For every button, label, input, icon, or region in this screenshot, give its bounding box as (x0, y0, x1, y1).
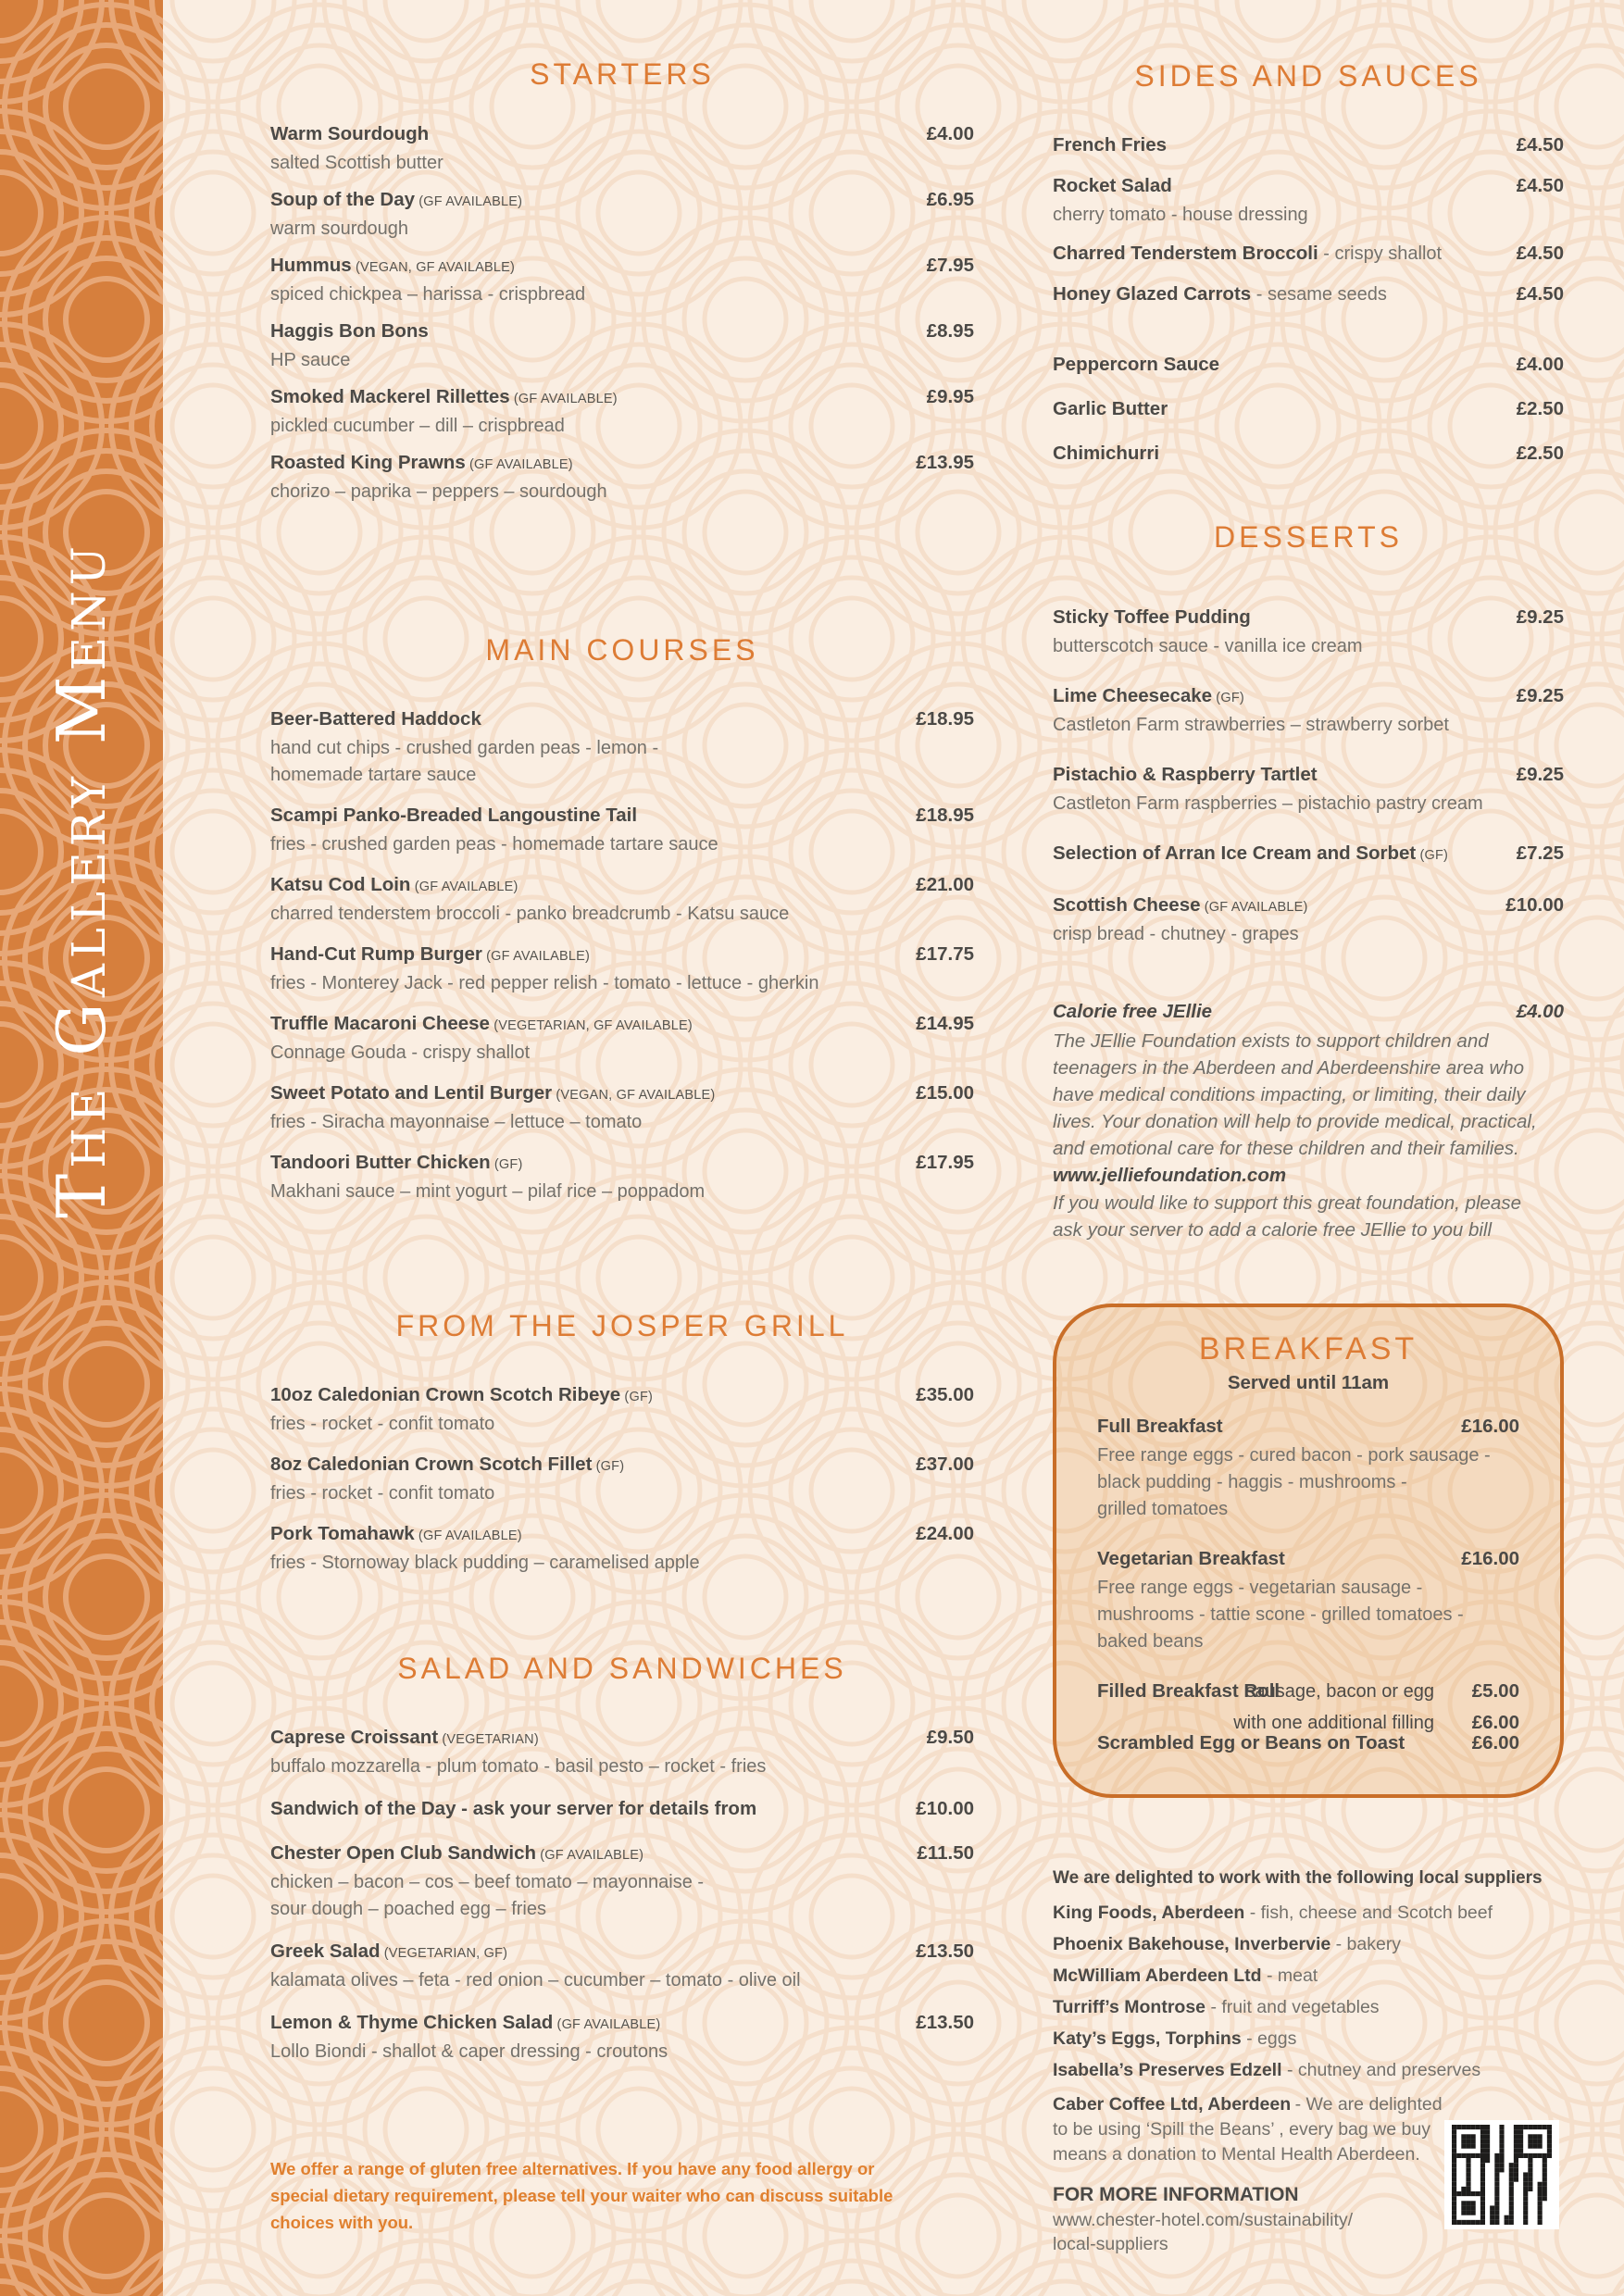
menu-item (1097, 1545, 1519, 1655)
item-price: £9.50 (926, 1727, 974, 1748)
menu-item (270, 1840, 974, 1923)
suppliers-list (1053, 1898, 1571, 2087)
item-name: Tandoori Butter Chicken (270, 1152, 491, 1173)
menu-item (270, 1381, 974, 1438)
item-name: Pistachio & Raspberry Tartlet (1053, 764, 1318, 785)
item-price: £17.75 (916, 943, 974, 965)
qr-code-image (1452, 2125, 1552, 2225)
more-info-url: www.chester-hotel.com/sustainability/ (1053, 2210, 1354, 2230)
menu-item-row (1053, 1898, 1571, 1929)
text-line: choices with you. (270, 2213, 414, 2232)
dietary-tag: (GF AVAILABLE) (1200, 900, 1308, 915)
item-description: sour dough – poached egg – fries (270, 1899, 546, 1919)
text-line: The JEllie Foundation exists to support children and (1053, 1030, 1489, 1052)
menu-item-row (1053, 1961, 1571, 1992)
item-name: Haggis Bon Bons (270, 320, 429, 342)
menu-item-row (270, 705, 974, 735)
menu-item (270, 1149, 974, 1205)
menu-item-row (270, 1724, 974, 1753)
menu-item (1053, 131, 1564, 161)
item-description: Castleton Farm raspberries – pistachio pastry cream (1053, 793, 1483, 814)
item-price: £9.25 (1516, 606, 1564, 628)
item-description: HP sauce (270, 350, 351, 370)
item-inline-description: - fish, cheese and Scotch beef (1244, 1903, 1493, 1923)
section-salads-sandwiches (270, 1650, 974, 2080)
breakfast-hours: Served until 11am (1227, 1372, 1390, 1393)
item-name: Chester Open Club Sandwich (270, 1842, 537, 1864)
menu-item-scrambled (1097, 1729, 1519, 1759)
section-heading-starters: STARTERS (530, 57, 715, 91)
supplier-description: to be using ‘Spill the Beans’ , every bag we buy (1053, 2119, 1430, 2140)
menu-item (1053, 1929, 1571, 1961)
text-line: We offer a range of gluten free alternatives. If you have any food allergy or (270, 2159, 875, 2178)
menu-item-row (270, 871, 974, 901)
menu-item-row (1053, 604, 1564, 633)
item-description: crisp bread - chutney - grapes (1053, 924, 1299, 944)
item-description: Makhani sauce – mint yogurt – pilaf rice – poppadom (270, 1181, 706, 1202)
menu-item-row (270, 449, 974, 479)
item-description: fries - crushed garden peas - homemade tartare sauce (270, 834, 718, 855)
item-name: McWilliam Aberdeen Ltd (1053, 1965, 1262, 1986)
menu-item-row (1053, 281, 1564, 310)
dietary-tag: (VEGETARIAN) (438, 1732, 539, 1747)
menu-item (1053, 682, 1564, 739)
menu-item (1053, 395, 1564, 425)
item-name: Phoenix Bakehouse, Inverbervie (1053, 1934, 1331, 1954)
item-description: warm sourdough (270, 218, 408, 239)
item-price: £13.50 (916, 2012, 974, 2033)
item-price: £9.95 (926, 386, 974, 407)
item-price: £2.50 (1516, 443, 1564, 464)
text-line: special dietary requirement, please tell your waiter who can discuss suitable (270, 2186, 893, 2205)
item-name: Charred Tenderstem Broccoli (1053, 243, 1318, 264)
josper-grill-items (270, 1381, 974, 1577)
menu-item-row (1053, 840, 1564, 869)
menu-item-row (1053, 395, 1564, 425)
menu-item-row (1097, 1545, 1519, 1575)
item-name: Lime Cheesecake (1053, 685, 1213, 706)
menu-item (1053, 761, 1564, 817)
menu-item (1053, 1961, 1571, 1992)
menu-item (270, 449, 974, 505)
allergy-notice (270, 2155, 993, 2236)
item-price: £10.00 (1505, 894, 1564, 916)
dietary-tag: (GF AVAILABLE) (415, 194, 523, 209)
menu-item-row (270, 1520, 974, 1550)
section-starters (270, 56, 974, 515)
item-price: £11.50 (917, 1842, 974, 1864)
menu-item-row (1053, 440, 1564, 469)
menu-item (1053, 172, 1564, 229)
supplier-description: means a donation to Mental Health Aberdeen. (1053, 2144, 1420, 2165)
menu-item-row (1053, 240, 1564, 269)
menu-item (1053, 1898, 1571, 1929)
item-name: Sweet Potato and Lentil Burger (270, 1082, 553, 1104)
item-price: £6.00 (1471, 1712, 1519, 1733)
menu-title-vertical: The Gallery Menu (43, 541, 120, 1218)
starters-items (270, 120, 974, 505)
item-name: Garlic Butter (1053, 398, 1168, 419)
menu-item (1053, 281, 1564, 310)
item-inline-description: - chutney and preserves (1281, 2060, 1481, 2080)
roll-option-1: sausage, bacon or egg (1245, 1681, 1434, 1702)
item-name: 10oz Caledonian Crown Scotch Ribeye (270, 1384, 621, 1405)
menu-item-row (270, 1149, 974, 1179)
item-name: Rocket Salad (1053, 175, 1172, 196)
menu-item-row (270, 1010, 974, 1040)
dietary-tag: (GF AVAILABLE) (481, 949, 590, 964)
item-name: Warm Sourdough (270, 123, 430, 144)
item-description: homemade tartare sauce (270, 765, 477, 785)
menu-item-row (270, 1795, 974, 1825)
menu-item (1097, 1413, 1519, 1523)
section-heading-breakfast: BREAKFAST (1198, 1331, 1418, 1366)
item-name: Hand-Cut Rump Burger (270, 943, 482, 965)
item-description: cherry tomato - house dressing (1053, 205, 1308, 225)
item-description: Castleton Farm strawberries – strawberry sorbet (1053, 715, 1449, 735)
item-name: Beer-Battered Haddock (270, 708, 481, 730)
menu-item-row (1053, 131, 1564, 161)
item-price: £18.95 (916, 805, 974, 826)
dietary-tag: (GF AVAILABLE) (509, 392, 618, 406)
item-price: £16.00 (1461, 1548, 1519, 1569)
section-josper-grill (270, 1307, 974, 1590)
item-price: £13.95 (916, 452, 974, 473)
menu-item-row (1053, 1929, 1571, 1961)
item-price: £4.00 (1516, 1001, 1564, 1022)
item-name: Smoked Mackerel Rillettes (270, 386, 510, 407)
item-name: Greek Salad (270, 1940, 381, 1962)
dietary-tag: (GF AVAILABLE) (414, 1529, 522, 1543)
item-price: £5.00 (1471, 1680, 1519, 1702)
dietary-tag: (GF AVAILABLE) (410, 880, 518, 894)
menu-item-row (1053, 682, 1564, 712)
breakfast-box (1053, 1304, 1564, 1798)
menu-item (270, 2009, 974, 2065)
item-description: Lollo Biondi - shallot & caper dressing - croutons (270, 2041, 668, 2062)
section-heading-desserts: DESSERTS (1214, 520, 1403, 554)
item-price: £4.00 (1516, 354, 1564, 375)
dietary-tag: (GF AVAILABLE) (536, 1848, 644, 1863)
menu-item-row (270, 318, 974, 347)
item-description: fries - rocket - confit tomato (270, 1414, 495, 1434)
dietary-tag: (GF) (490, 1157, 523, 1172)
sides-items (1053, 131, 1564, 310)
menu-item (1053, 840, 1564, 869)
item-description: Free range eggs - vegetarian sausage - (1097, 1578, 1423, 1598)
menu-item-row (1053, 2024, 1571, 2055)
item-name: Sandwich of the Day - ask your server for details from (270, 1798, 757, 1819)
item-name: Calorie free JEllie (1053, 1001, 1213, 1022)
section-heading-salads-sandwiches: SALAD AND SANDWICHES (397, 1652, 847, 1685)
item-description: buffalo mozzarella - plum tomato - basil pesto – rocket - fries (270, 1756, 767, 1777)
item-price: £9.25 (1516, 685, 1564, 706)
item-description: fries - Siracha mayonnaise – lettuce – tomato (270, 1112, 643, 1132)
supplier-name: Caber Coffee Ltd, Aberdeen (1053, 2094, 1292, 2115)
menu-item-filled-roll (1097, 1678, 1519, 1733)
menu-item-row (270, 941, 974, 970)
item-price: £4.00 (926, 123, 974, 144)
item-name: Katsu Cod Loin (270, 874, 411, 895)
item-name: Scampi Panko-Breaded Langoustine Tail (270, 805, 638, 826)
menu-item (270, 871, 974, 928)
menu-item (1053, 440, 1564, 469)
dietary-tag: (GF AVAILABLE) (465, 457, 573, 472)
item-price: £15.00 (916, 1082, 974, 1104)
menu-item-row (270, 186, 974, 216)
qr-code (1444, 2120, 1559, 2229)
item-description: chicken – bacon – cos – beef tomato – mayonnaise - (270, 1872, 705, 1892)
menu-item-row (1053, 172, 1564, 202)
item-description: black pudding - haggis - mushrooms - (1097, 1472, 1407, 1492)
item-description: charred tenderstem broccoli - panko breadcrumb - Katsu sauce (270, 904, 790, 924)
item-name: Scrambled Egg or Beans on Toast (1097, 1732, 1405, 1753)
item-name: Soup of the Day (270, 189, 416, 210)
item-name: Sticky Toffee Pudding (1053, 606, 1251, 628)
section-jellie-charity (1053, 998, 1564, 1243)
menu-item (270, 383, 974, 440)
item-name: Selection of Arran Ice Cream and Sorbet (1053, 842, 1417, 864)
text-line: have medical conditions impacting, or limiting, their daily (1053, 1084, 1526, 1105)
text-line: and emotional care for these children and their families. (1053, 1138, 1519, 1159)
item-description: pickled cucumber – dill – crispbread (270, 416, 565, 436)
menu-item-row (270, 802, 974, 831)
menu-item (1053, 240, 1564, 269)
text-line: If you would like to support this great foundation, please (1053, 1192, 1521, 1214)
menu-item-row (270, 1840, 974, 1869)
dietary-tag: (GF) (592, 1459, 625, 1474)
menu-item (270, 1520, 974, 1577)
menu-item (270, 252, 974, 308)
menu-item-row (1097, 1413, 1519, 1442)
item-description: grilled tomatoes (1097, 1499, 1229, 1519)
item-description: fries - Stornoway black pudding – caramelised apple (270, 1553, 700, 1573)
item-inline-description: - fruit and vegetables (1206, 1997, 1380, 2017)
item-description: spiced chickpea – harissa - crispbread (270, 284, 586, 305)
item-price: £4.50 (1516, 134, 1564, 156)
dietary-tag: (VEGETARIAN, GF AVAILABLE) (489, 1018, 693, 1033)
menu-item (270, 186, 974, 243)
item-price: £10.00 (916, 1798, 974, 1819)
menu-item (270, 705, 974, 789)
item-name: Roasted King Prawns (270, 452, 466, 473)
dietary-tag: (VEGETARIAN, GF) (380, 1946, 508, 1961)
item-price: £4.50 (1516, 243, 1564, 264)
jellie-description (1053, 1028, 1564, 1162)
item-price: £2.50 (1516, 398, 1564, 419)
item-inline-description: - bakery (1330, 1934, 1402, 1954)
item-name: Chimichurri (1053, 443, 1160, 464)
menu-item (270, 1724, 974, 1780)
dietary-tag: (GF) (1416, 848, 1449, 863)
menu-item (1053, 351, 1564, 381)
item-description: fries - rocket - confit tomato (270, 1483, 495, 1504)
menu-item-row (270, 252, 974, 281)
menu-item-row (1053, 892, 1564, 921)
suppliers-header: We are delighted to work with the following local suppliers (1053, 1868, 1543, 1888)
item-description: Connage Gouda - crispy shallot (270, 1042, 531, 1063)
jellie-footer (1053, 1190, 1564, 1243)
item-name: Pork Tomahawk (270, 1523, 415, 1544)
item-price: £18.95 (916, 708, 974, 730)
item-price: £17.95 (916, 1152, 974, 1173)
item-inline-description: - sesame seeds (1251, 284, 1387, 305)
item-description: fries - Monterey Jack - red pepper relish - tomato - lettuce - gherkin (270, 973, 819, 993)
item-description: chorizo – paprika – peppers – sourdough (270, 481, 607, 502)
jellie-foundation-link: www.jelliefoundation.com (1053, 1165, 1287, 1186)
item-name: Vegetarian Breakfast (1097, 1548, 1285, 1569)
menu-item-row (270, 1381, 974, 1411)
item-name: French Fries (1053, 134, 1168, 156)
item-price: £8.95 (926, 320, 974, 342)
menu-item (270, 941, 974, 997)
item-price: £16.00 (1461, 1416, 1519, 1437)
menu-item (1053, 1992, 1571, 2024)
item-price: £35.00 (916, 1384, 974, 1405)
item-price: £24.00 (916, 1523, 974, 1544)
menu-item (270, 1451, 974, 1507)
roll-option-2: with one additional filling (1233, 1713, 1434, 1733)
supplier-description: - We are delighted (1294, 2094, 1443, 2115)
menu-item-row (1053, 2055, 1571, 2087)
menu-item (1053, 604, 1564, 660)
item-name: Isabella’s Preserves Edzell (1053, 2060, 1282, 2080)
salads-sandwiches-items (270, 1724, 974, 2065)
item-name: Scottish Cheese (1053, 894, 1201, 916)
menu-item (270, 318, 974, 374)
section-desserts (1053, 518, 1564, 970)
item-inline-description: - meat (1261, 1965, 1318, 1986)
item-name: Katy’s Eggs, Torphins (1053, 2028, 1242, 2049)
dietary-tag: (VEGAN, GF AVAILABLE) (552, 1088, 716, 1103)
menu-item (1053, 892, 1564, 948)
item-description: kalamata olives – feta - red onion – cucumber – tomato - olive oil (270, 1970, 801, 1990)
text-line: teenagers in the Aberdeen and Aberdeenshire area who (1053, 1057, 1525, 1079)
menu-item-row (270, 1451, 974, 1480)
menu-item (1053, 2055, 1571, 2087)
item-price: £9.25 (1516, 764, 1564, 785)
dietary-tag: (GF AVAILABLE) (553, 2017, 661, 2032)
section-heading-main-courses: MAIN COURSES (485, 633, 759, 667)
dietary-tag: (GF) (620, 1390, 654, 1404)
menu-item-row (270, 1079, 974, 1109)
item-inline-description: - eggs (1241, 2028, 1297, 2049)
item-price: £7.95 (926, 255, 974, 276)
item-inline-description: - crispy shallot (1318, 243, 1443, 264)
menu-item-row (1053, 761, 1564, 791)
menu-item-row (270, 2009, 974, 2039)
menu-item (270, 1079, 974, 1136)
item-name: Peppercorn Sauce (1053, 354, 1220, 375)
item-price: £6.00 (1471, 1732, 1519, 1753)
item-description: butterscotch sauce - vanilla ice cream (1053, 636, 1363, 656)
menu-item (270, 120, 974, 177)
section-heading-sides-sauces: SIDES AND SAUCES (1134, 59, 1482, 93)
item-price: £14.95 (916, 1013, 974, 1034)
item-name: Caprese Croissant (270, 1727, 439, 1748)
supplier-caber-coffee (1053, 2092, 1479, 2167)
breakfast-items (1097, 1413, 1519, 1655)
item-description: salted Scottish butter (270, 153, 443, 173)
menu-item (1053, 2024, 1571, 2055)
item-price: £13.50 (916, 1940, 974, 1962)
menu-item-row (270, 383, 974, 413)
text-line: lives. Your donation will help to provide medical, practical, (1053, 1111, 1537, 1132)
jellie-item (1053, 998, 1564, 1028)
dietary-tag: (GF) (1212, 691, 1244, 705)
sauces-items (1053, 351, 1564, 469)
desserts-items (1053, 604, 1564, 948)
item-name: Filled Breakfast Roll (1097, 1680, 1280, 1702)
item-name: Full Breakfast (1097, 1416, 1223, 1437)
item-price: £37.00 (916, 1454, 974, 1475)
menu-item (270, 802, 974, 858)
item-name: 8oz Caledonian Crown Scotch Fillet (270, 1454, 593, 1475)
more-info-header: FOR MORE INFORMATION (1053, 2184, 1299, 2205)
menu-item-row (270, 1938, 974, 1967)
menu-item-row (270, 120, 974, 150)
item-price: £4.50 (1516, 283, 1564, 305)
section-heading-josper-grill: FROM THE JOSPER GRILL (395, 1309, 849, 1342)
item-description: Free range eggs - cured bacon - pork sausage - (1097, 1445, 1491, 1466)
menu-item (270, 1795, 974, 1825)
menu-item (270, 1010, 974, 1067)
section-sides-sauces (1053, 57, 1564, 484)
item-price: £21.00 (916, 874, 974, 895)
item-description: hand cut chips - crushed garden peas - lemon - (270, 738, 659, 758)
item-description: mushrooms - tattie scone - grilled tomatoes - (1097, 1604, 1464, 1625)
item-name: King Foods, Aberdeen (1053, 1903, 1245, 1923)
menu-item-row (1053, 351, 1564, 381)
text-line: ask your server to add a calorie free JEllie to you bill (1053, 1219, 1493, 1241)
main-courses-items (270, 705, 974, 1205)
item-name: Honey Glazed Carrots (1053, 283, 1252, 305)
section-main-courses (270, 631, 974, 1218)
item-price: £4.50 (1516, 175, 1564, 196)
menu-item-row (1053, 1992, 1571, 2024)
item-name: Hummus (270, 255, 352, 276)
more-info-url: local-suppliers (1053, 2234, 1168, 2254)
menu-item (270, 1938, 974, 1994)
item-price: £7.25 (1516, 842, 1564, 864)
item-price: £6.95 (926, 189, 974, 210)
item-name: Truffle Macaroni Cheese (270, 1013, 490, 1034)
dietary-tag: (VEGAN, GF AVAILABLE) (351, 260, 516, 275)
item-name: Lemon & Thyme Chicken Salad (270, 2012, 554, 2033)
item-description: baked beans (1097, 1631, 1204, 1652)
item-name: Turriff’s Montrose (1053, 1997, 1206, 2017)
